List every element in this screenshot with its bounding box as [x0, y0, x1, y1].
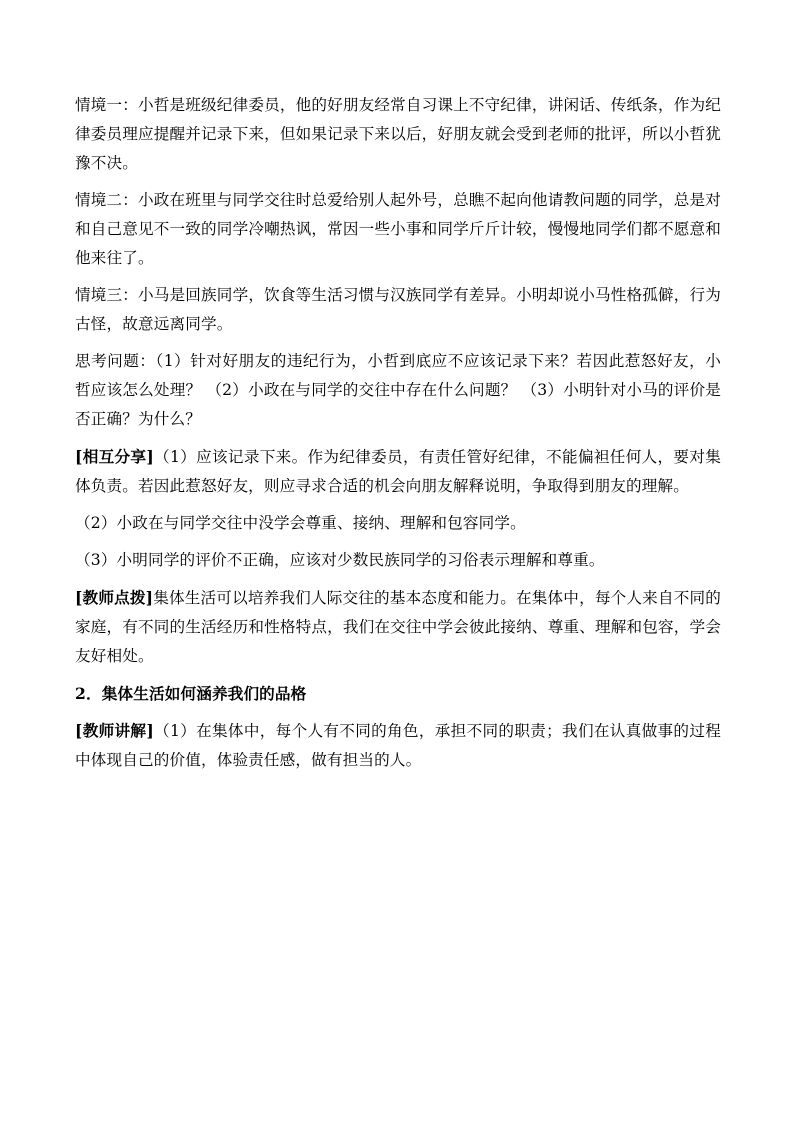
scenario-one-paragraph: 情境一：小哲是班级纪律委员，他的好朋友经常自习课上不守纪律，讲闲话、传纸条，作为纪律委员理应提醒并记录下来，但如果记录下来以后，好朋友就会受到老师的批评，所以小哲犹豫不决。 — [75, 96, 721, 172]
sharing-point-two: （2）小政在与同学交往中没学会尊重、接纳、理解和包容同学。 — [75, 514, 526, 532]
teacher-tip-tag: [教师点拨] — [75, 588, 154, 607]
teacher-lecture-text: （1）在集体中，每个人有不同的角色，承担不同的职责；我们在认真做事的过程中体现自己的价值，体验责任感，做有担当的人。 — [75, 722, 722, 769]
scenario-two-paragraph: 情境二：小政在班里与同学交往时总爱给别人起外号，总瞧不起向他请教问题的同学，总是对和自己意见不一致的同学冷嘲热讽，常因一些小事和同学斤斤计较，慢慢地同学们都不愿意和他来往了。 — [75, 191, 721, 267]
thinking-questions-paragraph: 思考问题：（1）针对好朋友的违纪行为，小哲到底应不应该记录下来？若因此惹怒好友，小哲应该怎么处理？ （2）小政在与同学的交往中存在什么问题？ （3）小明针对小马的评价是否正确？为什么？ — [75, 352, 721, 428]
document-body — [75, 91, 721, 783]
teacher-tip-text: 集体生活可以培养我们人际交往的基本态度和能力。在集体中，每个人来自不同的家庭，有不同的生活经历和性格特点，我们在交往中学会彼此接纳、尊重、理解和包容，学会友好相处。 — [75, 589, 722, 665]
teacher-lecture-paragraph — [75, 716, 721, 775]
scenario-three-paragraph: 情境三：小马是回族同学，饮食等生活习惯与汉族同学有差异。小明却说小马性格孤僻，行为古怪，故意远离同学。 — [75, 286, 721, 333]
section-heading: 2．集体生活如何涵养我们的品格 — [75, 684, 307, 703]
teacher-lecture-tag: [教师讲解] — [75, 721, 154, 740]
sharing-point-three: （3）小明同学的评价不正确，应该对少数民族同学的习俗表示理解和尊重。 — [75, 551, 605, 569]
teacher-tip-paragraph — [75, 583, 721, 671]
mutual-sharing-text: （1）应该记录下来。作为纪律委员，有责任管好纪律，不能偏袒任何人，要对集体负责。若因此惹怒好友，则应寻求合适的机会向朋友解释说明，争取得到朋友的理解。 — [75, 448, 722, 495]
mutual-sharing-tag: [相互分享] — [75, 447, 154, 466]
mutual-sharing-paragraph — [75, 442, 721, 501]
